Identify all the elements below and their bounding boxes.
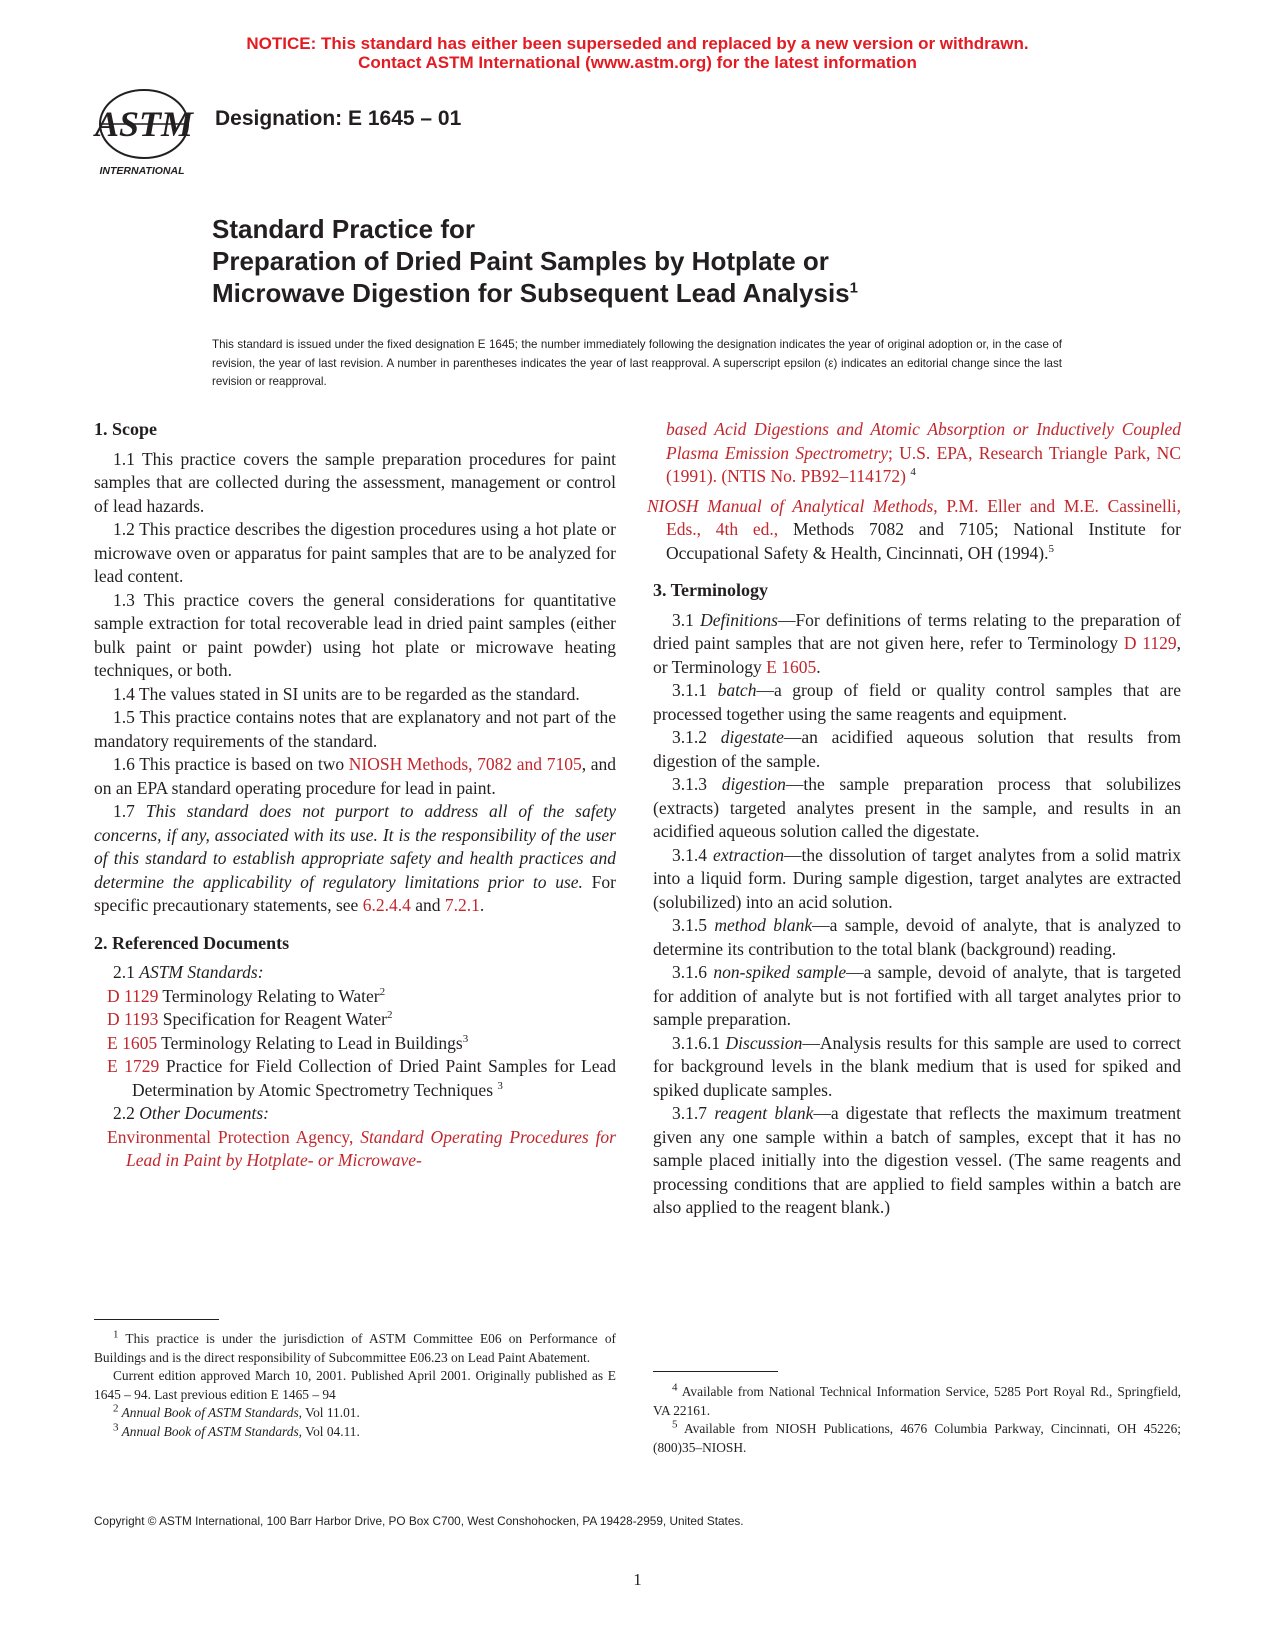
issued-note: This standard is issued under the fixed designation E 1645; the number immediately following the designation indicates the year of original adoption or, in the case of revision, the year of last revision. A number in parentheses indicates the year of last reapproval. A superscript epsilon (ε) indicates an editorial change since the last revision or reapproval. <box>212 338 1062 388</box>
footnote-rule-right <box>653 1371 778 1372</box>
para-1-4: 1.4 The values stated in SI units are to be regarded as the standard. <box>113 683 580 704</box>
niosh-methods-link[interactable]: NIOSH Methods, 7082 and 7105 <box>348 754 582 774</box>
para-1-5: 1.5 This practice contains notes that are explanatory and not part of the mandatory requirements of the standard. <box>94 707 616 751</box>
footnote-1-edition: Current edition approved March 10, 2001. Published April 2001. Originally published as E 1645 – 94. Last previous edition E 1465 – 94 <box>94 1368 616 1402</box>
right-column <box>647 418 1182 1220</box>
para-2-1: 2.1 ASTM Standards: <box>113 962 264 982</box>
term-d1129-link[interactable]: D 1129 <box>1123 633 1177 653</box>
astm-logo <box>92 86 202 180</box>
designation: Designation: E 1645 – 01 <box>215 107 462 130</box>
link-7-2-1[interactable]: 7.2.1 <box>444 895 480 915</box>
footnote-4: $^4$ Available from National Technical Information Service, 5285 Port Royal Rd., Springfield, VA 22161. <box>653 1381 1181 1418</box>
notice-line-1: NOTICE: This standard has either been superseded and replaced by a new version or withdrawn. <box>246 34 1029 53</box>
notice-line-2: Contact ASTM International (www.astm.org) for the latest information <box>358 53 917 72</box>
footnote-rule-left <box>94 1319 219 1320</box>
niosh-reference: NIOSH Manual of Analytical Methods, P.M. Eller and M.E. Cassinelli, Eds., 4th ed., Methods 7082 and 7105; National Institute for Occupational Safety & Health, Cincinnati, OH (1994).$^5$ <box>647 495 1182 563</box>
ref-d1193-link[interactable]: D 1193 <box>107 1009 159 1029</box>
term-3-1-2: 3.1.2 digestate—an acidified aqueous solution that results from digestion of the sample. <box>653 727 1181 771</box>
term-3-1-4: 3.1.4 extraction—the dissolution of target analytes from a solid matrix into a liquid form. During sample digestion, target analytes are extracted (solubilized) into an acid solution. <box>653 844 1181 912</box>
ref-e1729: E 1729 Practice for Field Collection of Dried Paint Samples for Lead Determination by Atomic Spectrometry Techniques $^3$ <box>107 1056 616 1100</box>
footnotes-right <box>653 1383 1181 1457</box>
term-3-1-5: 3.1.5 method blank—a sample, devoid of analyte, that is analyzed to determine its contribution to the total blank (background) reading. <box>653 915 1182 959</box>
para-3-1: 3.1 Definitions—For definitions of terms relating to the preparation of dried paint samples that are not given here, refer to Terminology D 1129, or Terminology E 1605. <box>653 609 1181 677</box>
referenced-documents-heading: 2. Referenced Documents <box>94 932 290 953</box>
scope-heading: 1. Scope <box>94 419 157 439</box>
logo-text: ASTM <box>94 104 194 144</box>
footnote-5: $^5$ Available from NIOSH Publications, 4676 Columbia Parkway, Cincinnati, OH 45226; (800)35–NIOSH. <box>653 1418 1181 1455</box>
footnote-2: $^2$ Annual Book of ASTM Standards, Vol 11.01. <box>113 1402 360 1420</box>
term-3-1-6-1: 3.1.6.1 Discussion—Analysis results for this sample are used to correct for background levels in the blank medium that is used for spiked and spiked duplicate samples. <box>653 1032 1181 1100</box>
footnote-1: $^1$ This practice is under the jurisdiction of ASTM Committee E06 on Performance of Buildings and is the direct responsibility of Subcommittee E06.23 on Lead Paint Abatement. <box>94 1328 616 1365</box>
title-footnote-mark[interactable]: 1 <box>849 279 858 297</box>
footnote-3: $^3$ Annual Book of ASTM Standards, Vol 04.11. <box>113 1421 360 1439</box>
para-2-2: 2.2 Other Documents: <box>113 1103 270 1123</box>
para-1-6: 1.6 This practice is based on two NIOSH Methods, 7082 and 7105, and on an EPA standard operating procedure for lead in paint. <box>94 754 616 798</box>
para-1-2: 1.2 This practice describes the digestion procedures using a hot plate or microwave oven or apparatus for paint samples that are to be analyzed for lead content. <box>94 519 616 586</box>
niosh-manual-link[interactable]: NIOSH Manual of Analytical Methods <box>647 495 934 516</box>
term-3-1-7: 3.1.7 reagent blank—a digestate that reflects the maximum treatment given any one sample within a batch of samples, except that it has no sample placed initially into the digestion vessel. (The same reagents and processing conditions that are applied to field samples within a batch are also applied to the reagent blank.) <box>653 1103 1182 1217</box>
footnotes-left <box>94 1330 616 1441</box>
ref-d1129-link[interactable]: D 1129 <box>107 985 159 1006</box>
epa-reference-cont: based Acid Digestions and Atomic Absorption or Inductively Coupled Plasma Emission Spectrometry; U.S. EPA, Research Triangle Park, NC (1991). (NTIS No. PB92–114172) $^4$ <box>666 419 1181 486</box>
page-number: 1 <box>633 1570 642 1589</box>
ref-e1605: E 1605 Terminology Relating to Lead in Buildings$^3$ <box>107 1032 469 1053</box>
term-3-1-3: 3.1.3 digestion—the sample preparation process that solubilizes (extracts) targeted analytes present in the sample, and results in an acidified aqueous solution called the digestate. <box>653 774 1181 841</box>
logo-subtext: INTERNATIONAL <box>99 165 185 177</box>
title-line-2: Preparation of Dried Paint Samples by Hotplate or <box>212 246 829 276</box>
link-6-2-4-4[interactable]: 6.2.4.4 <box>362 895 411 915</box>
astm-logo-graphic <box>92 86 202 180</box>
para-1-3: 1.3 This practice covers the general considerations for quantitative sample extraction for total recoverable lead in dried paint samples (either bulk paint or paint powder) using hot plate or microwave heating techniques, or both. <box>94 589 616 680</box>
term-3-1-6: 3.1.6 non-spiked sample—a sample, devoid of analyte, that is targeted for addition of analyte but is not fortified with all target analytes prior to sample preparation. <box>653 962 1181 1029</box>
ref-d1193: D 1193 Specification for Reagent Water$^2$ <box>107 1009 393 1029</box>
terminology-heading: 3. Terminology <box>653 580 769 600</box>
para-1-7: 1.7 This standard does not purport to address all of the safety concerns, if any, associated with its use. It is the responsibility of the user of this standard to establish appropriate safety and health practices and determine the applicability of regulatory limitations prior to use. For specific precautionary statements, see 6.2.4.4 and 7.2.1. <box>94 801 616 915</box>
withdrawn-notice <box>0 34 1275 72</box>
para-1-1: 1.1 This practice covers the sample preparation procedures for paint samples that are collected during the assessment, management or control of lead hazards. <box>94 448 616 516</box>
term-e1605-link[interactable]: E 1605 <box>766 656 817 677</box>
term-3-1-1: 3.1.1 batch—a group of field or quality control samples that are processed together using the same reagents and equipment. <box>653 680 1181 724</box>
title-line-3: Microwave Digestion for Subsequent Lead Analysis <box>212 278 850 308</box>
ref-e1729-link[interactable]: E 1729 <box>107 1056 160 1076</box>
epa-reference-start[interactable]: Environmental Protection Agency, Standard Operating Procedures for Lead in Paint by Hotplate- or Microwave- <box>107 1126 616 1170</box>
title-line-1: Standard Practice for <box>212 214 475 244</box>
left-column <box>94 418 616 1173</box>
epa-reference-link[interactable]: based Acid Digestions and Atomic Absorption or Inductively Coupled Plasma Emission Spectrometry <box>666 419 1181 463</box>
copyright-line: Copyright © ASTM International, 100 Barr Harbor Drive, PO Box C700, West Conshohocken, PA 19428-2959, United States. <box>94 1514 744 1528</box>
ref-e1605-link[interactable]: E 1605 <box>107 1032 158 1053</box>
ref-d1129: D 1129 Terminology Relating to Water$^2$ <box>107 985 386 1006</box>
document-title <box>212 213 858 309</box>
